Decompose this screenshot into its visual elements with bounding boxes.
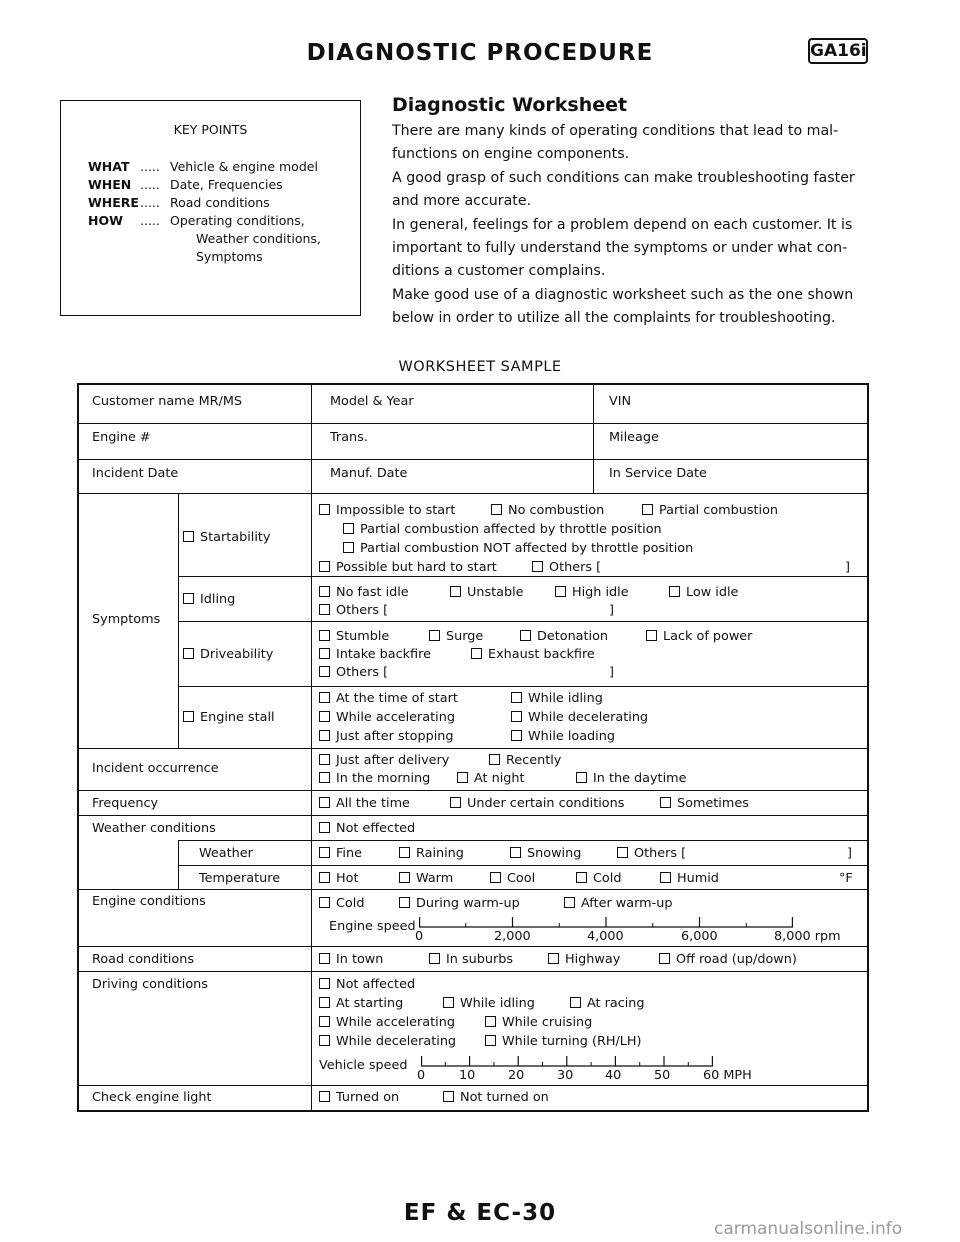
checkbox-icon[interactable] [490, 872, 501, 883]
worksheet-heading: Diagnostic Worksheet [392, 94, 628, 116]
incident-occurrence-label: Incident occurrence [92, 761, 219, 776]
key-point-how-symptoms: Symptoms [196, 249, 263, 264]
not-turned-on-option: Not turned on [443, 1090, 549, 1105]
key-point-when: WHEN ..... Date, Frequencies [88, 177, 283, 192]
vehicle-speed-scale[interactable] [421, 1054, 721, 1068]
checkbox-icon[interactable] [659, 953, 670, 964]
intro-paragraph: There are many kinds of operating conditions that lead to mal-functions on engine components. [392, 123, 839, 163]
row-divider [178, 686, 867, 687]
trans-label: Trans. [330, 430, 368, 445]
rpm-scale-label: 6,000 [681, 929, 718, 944]
frequency-label: Frequency [92, 796, 159, 811]
key-points-box [60, 100, 361, 316]
raining-option: Raining [399, 846, 464, 861]
engine-speed-label: Engine speed [329, 919, 416, 934]
checkbox-icon[interactable] [520, 630, 531, 641]
idling-checkbox[interactable]: Idling [183, 592, 235, 607]
checkbox-icon[interactable] [343, 523, 354, 534]
checkbox-icon[interactable] [319, 561, 330, 572]
page-number: EF & EC-30 [403, 1200, 557, 1226]
night-option: At night [457, 771, 525, 786]
checkbox-icon [183, 531, 194, 542]
checkbox-icon[interactable] [319, 711, 330, 722]
driving-accelerating-option: While accelerating [319, 1015, 455, 1030]
row-divider [79, 459, 867, 460]
mph-scale-label: 0 [417, 1068, 426, 1083]
humid-option: Humid [660, 871, 719, 886]
turned-on-option: Turned on [319, 1090, 399, 1105]
checkbox-icon[interactable] [570, 997, 581, 1008]
checkbox-icon[interactable] [642, 504, 653, 515]
column-divider [178, 493, 179, 748]
vehicle-speed-label: Vehicle speed [319, 1058, 408, 1073]
engine-stall-checkbox[interactable]: Engine stall [183, 710, 275, 725]
checkbox-icon[interactable] [319, 604, 330, 615]
checkbox-icon[interactable] [646, 630, 657, 641]
cruising-option: While cruising [485, 1015, 592, 1030]
hard-to-start-option: Possible but hard to start [319, 560, 497, 575]
morning-option: In the morning [319, 771, 430, 786]
highway-option: Highway [548, 952, 620, 967]
row-divider [79, 748, 867, 749]
checkbox-icon[interactable] [576, 872, 587, 883]
checkbox-icon[interactable] [450, 797, 461, 808]
checkbox-icon[interactable] [319, 754, 330, 765]
checkbox-icon[interactable] [399, 897, 410, 908]
startability-checkbox[interactable]: Startability [183, 530, 270, 545]
checkbox-icon[interactable] [319, 692, 330, 703]
checkbox-icon[interactable] [319, 822, 330, 833]
checkbox-icon[interactable] [576, 772, 587, 783]
checkbox-icon[interactable] [319, 997, 330, 1008]
bracket-close: ] [609, 603, 614, 618]
checkbox-icon[interactable] [450, 586, 461, 597]
checkbox-icon[interactable] [471, 648, 482, 659]
checkbox-icon[interactable] [319, 772, 330, 783]
surge-option: Surge [429, 629, 483, 644]
worksheet-sample-title: WORKSHEET SAMPLE [398, 359, 562, 375]
cold-option: Cold [576, 871, 621, 886]
rpm-scale-label: 4,000 [587, 929, 624, 944]
engine-code-badge: GA16i [808, 38, 868, 64]
certain-conditions-option: Under certain conditions [450, 796, 624, 811]
row-divider [79, 815, 867, 816]
symptoms-label: Symptoms [92, 612, 161, 627]
incident-date-label: Incident Date [92, 466, 179, 481]
checkbox-icon[interactable] [660, 797, 671, 808]
daytime-option: In the daytime [576, 771, 686, 786]
no-fast-idle-option: No fast idle [319, 585, 409, 600]
snowing-option: Snowing [510, 846, 581, 861]
stall-accelerating-option: While accelerating [319, 710, 455, 725]
row-divider [79, 889, 867, 890]
exhaust-backfire-option: Exhaust backfire [471, 647, 595, 662]
intro-paragraph: In general, feelings for a problem depend on each customer. It is important to fully understand the symptoms or under what con-ditions a customer complains. [392, 216, 853, 280]
key-point-where: WHERE..... Road conditions [88, 195, 270, 210]
in-service-date-label: In Service Date [609, 466, 707, 481]
checkbox-icon[interactable] [319, 1091, 330, 1102]
checkbox-icon[interactable] [429, 630, 440, 641]
checkbox-icon[interactable] [319, 586, 330, 597]
row-divider [79, 790, 867, 791]
engine-number-label: Engine # [92, 430, 151, 445]
key-point-how: HOW ..... Operating conditions, [88, 213, 305, 228]
in-town-option: In town [319, 952, 383, 967]
partial-affected-option: Partial combustion affected by throttle position [343, 522, 662, 537]
checkbox-icon[interactable] [457, 772, 468, 783]
rpm-scale-label: 8,000 rpm [774, 929, 841, 944]
checkbox-icon[interactable] [548, 953, 559, 964]
mph-scale-label: 30 [557, 1068, 574, 1083]
no-combustion-option: No combustion [491, 503, 604, 518]
weather-label: Weather [199, 846, 253, 861]
stall-decelerating-option: While decelerating [511, 710, 648, 725]
engine-cold-option: Cold [319, 896, 364, 911]
checkbox-icon[interactable] [555, 586, 566, 597]
turning-option: While turning (RH/LH) [485, 1034, 642, 1049]
startability-line-1: Impossible to start [319, 503, 455, 518]
row-divider [178, 576, 867, 577]
checkbox-icon[interactable] [489, 754, 500, 765]
startability-others-option: Others [ [532, 560, 601, 575]
intro-paragraph: Make good use of a diagnostic worksheet such as the one shown below in order to utilize all the complaints for troubleshooting. [392, 286, 854, 327]
in-suburbs-option: In suburbs [429, 952, 513, 967]
cool-option: Cool [490, 871, 535, 886]
unstable-option: Unstable [450, 585, 524, 600]
stall-loading-option: While loading [511, 729, 615, 744]
stall-start-option: At the time of start [319, 691, 458, 706]
checkbox-icon [183, 593, 194, 604]
stall-idling-option: While idling [511, 691, 603, 706]
lack-of-power-option: Lack of power [646, 629, 752, 644]
key-point-how-weather: Weather conditions, [196, 231, 321, 246]
at-racing-option: At racing [570, 996, 645, 1011]
row-divider [79, 946, 867, 947]
checkbox-icon[interactable] [319, 1035, 330, 1046]
mileage-label: Mileage [609, 430, 659, 445]
checkbox-icon[interactable] [429, 953, 440, 964]
engine-speed-scale[interactable] [419, 915, 799, 929]
fahrenheit-unit: °F [839, 871, 853, 886]
worksheet-intro [392, 120, 876, 331]
checkbox-icon[interactable] [319, 897, 330, 908]
checkbox-icon[interactable] [343, 542, 354, 553]
page-title: DIAGNOSTIC PROCEDURE [306, 40, 654, 66]
driving-decelerating-option: While decelerating [319, 1034, 456, 1049]
bracket-close: ] [847, 846, 852, 861]
low-idle-option: Low idle [669, 585, 738, 600]
checkbox-icon[interactable] [319, 953, 330, 964]
all-the-time-option: All the time [319, 796, 410, 811]
high-idle-option: High idle [555, 585, 629, 600]
checkbox-icon[interactable] [319, 872, 330, 883]
checkbox-icon[interactable] [511, 692, 522, 703]
checkbox-icon[interactable] [319, 504, 330, 515]
checkbox-icon[interactable] [443, 1091, 454, 1102]
sometimes-option: Sometimes [660, 796, 749, 811]
row-divider [178, 840, 867, 841]
key-points-title: KEY POINTS [173, 122, 248, 137]
checkbox-icon[interactable] [319, 847, 330, 858]
rpm-scale-label: 2,000 [494, 929, 531, 944]
weather-conditions-label: Weather conditions [92, 821, 216, 836]
checkbox-icon[interactable] [485, 1016, 496, 1027]
worksheet-table [77, 383, 869, 1112]
model-year-label: Model & Year [330, 394, 414, 409]
weather-others-option: Others [ [617, 846, 686, 861]
just-after-delivery-option: Just after delivery [319, 753, 449, 768]
vin-label: VIN [609, 394, 632, 409]
stumble-option: Stumble [319, 629, 389, 644]
row-divider [178, 865, 867, 866]
engine-conditions-label: Engine conditions [92, 894, 206, 909]
checkbox-icon[interactable] [511, 730, 522, 741]
row-divider [79, 1085, 867, 1086]
checkbox-icon[interactable] [564, 897, 575, 908]
checkbox-icon[interactable] [319, 630, 330, 641]
row-divider [79, 423, 867, 424]
after-warm-up-option: After warm-up [564, 896, 672, 911]
at-starting-option: At starting [319, 996, 403, 1011]
partial-not-affected-option: Partial combustion NOT affected by throttle position [343, 541, 693, 556]
check-engine-light-label: Check engine light [92, 1090, 212, 1105]
driving-idling-option: While idling [443, 996, 535, 1011]
bracket-close: ] [845, 560, 850, 575]
checkbox-icon[interactable] [319, 1016, 330, 1027]
key-point-what: WHAT ..... Vehicle & engine model [88, 159, 318, 174]
temperature-label: Temperature [199, 871, 281, 886]
driveability-others-option: Others [ [319, 665, 388, 680]
mph-scale-label: 10 [459, 1068, 476, 1083]
stall-stopping-option: Just after stopping [319, 729, 454, 744]
road-conditions-label: Road conditions [92, 952, 195, 967]
fine-option: Fine [319, 846, 362, 861]
checkbox-icon[interactable] [617, 847, 628, 858]
checkbox-icon[interactable] [399, 872, 410, 883]
mph-scale-label: 60 MPH [703, 1068, 752, 1083]
mph-scale-label: 40 [605, 1068, 622, 1083]
column-divider [593, 385, 594, 493]
checkbox-icon [183, 711, 194, 722]
checkbox-icon[interactable] [491, 504, 502, 515]
intro-paragraph: A good grasp of such conditions can make troubleshooting faster and more accurate. [392, 169, 855, 210]
idling-others-option: Others [ [319, 603, 388, 618]
driving-not-affected-option: Not affected [319, 977, 415, 992]
during-warm-up-option: During warm-up [399, 896, 520, 911]
rpm-scale-label: 0 [415, 929, 424, 944]
weather-not-effected-option: Not effected [319, 821, 415, 836]
checkbox-icon[interactable] [660, 872, 671, 883]
warm-option: Warm [399, 871, 453, 886]
partial-combustion-option: Partial combustion [642, 503, 778, 518]
checkbox-icon [183, 648, 194, 659]
column-divider [178, 840, 179, 889]
watermark: carmanualsonline.info [714, 1219, 903, 1239]
checkbox-icon[interactable] [319, 666, 330, 677]
customer-name-label: Customer name MR/MS [92, 394, 242, 409]
bracket-close: ] [609, 665, 614, 680]
checkbox-icon[interactable] [532, 561, 543, 572]
detonation-option: Detonation [520, 629, 608, 644]
checkbox-icon[interactable] [319, 648, 330, 659]
checkbox-icon[interactable] [485, 1035, 496, 1046]
manuf-date-label: Manuf. Date [330, 466, 408, 481]
driveability-checkbox[interactable]: Driveability [183, 647, 273, 662]
recently-option: Recently [489, 753, 561, 768]
driving-conditions-label: Driving conditions [92, 977, 208, 992]
checkbox-icon[interactable] [511, 711, 522, 722]
hot-option: Hot [319, 871, 358, 886]
row-divider [178, 621, 867, 622]
row-divider [79, 493, 867, 494]
mph-scale-label: 20 [508, 1068, 525, 1083]
row-divider [79, 971, 867, 972]
checkbox-icon[interactable] [443, 997, 454, 1008]
checkbox-icon[interactable] [319, 797, 330, 808]
checkbox-icon[interactable] [510, 847, 521, 858]
checkbox-icon[interactable] [319, 978, 330, 989]
checkbox-icon[interactable] [399, 847, 410, 858]
mph-scale-label: 50 [654, 1068, 671, 1083]
off-road-option: Off road (up/down) [659, 952, 797, 967]
checkbox-icon[interactable] [319, 730, 330, 741]
checkbox-icon[interactable] [669, 586, 680, 597]
intake-backfire-option: Intake backfire [319, 647, 431, 662]
column-divider [311, 385, 312, 1112]
